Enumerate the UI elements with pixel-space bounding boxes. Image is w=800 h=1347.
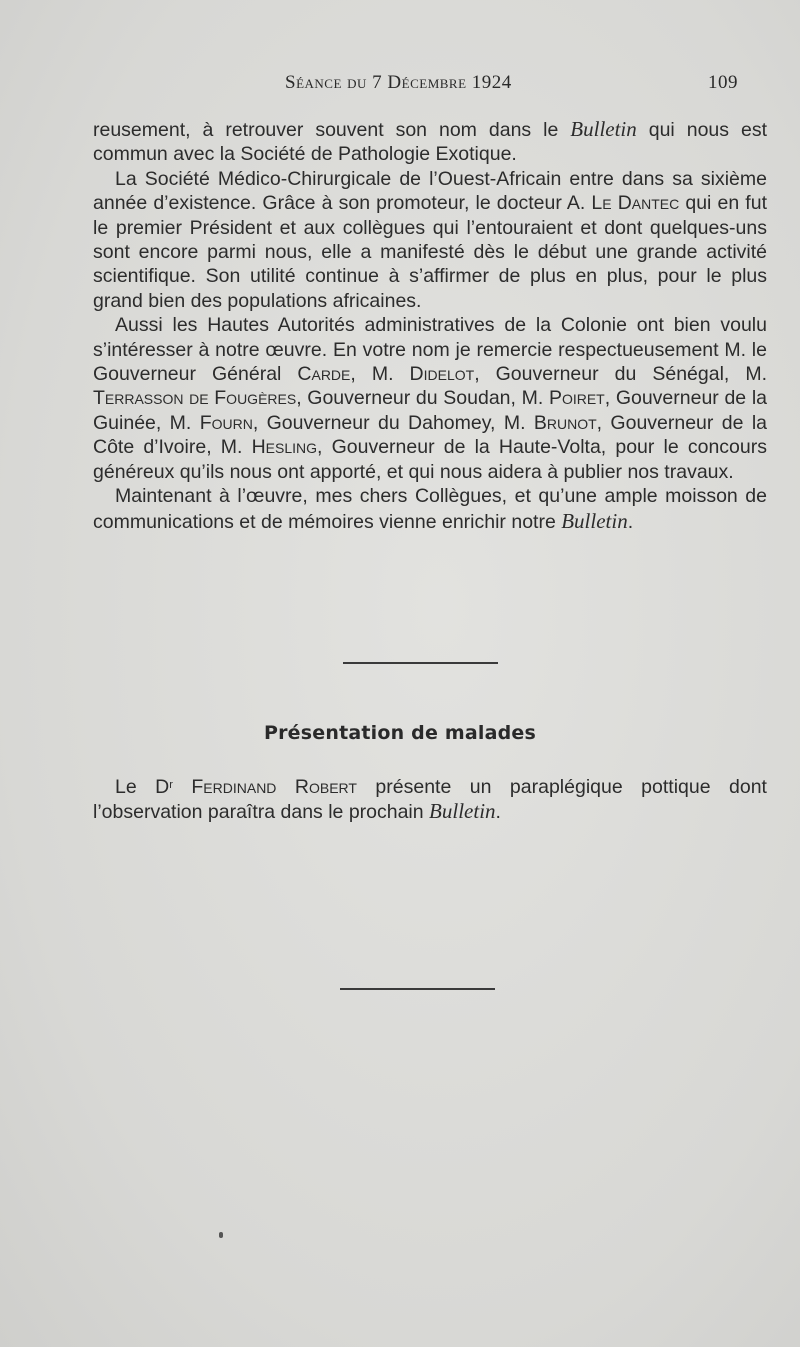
person-name: Ferdinand Robert [191, 776, 357, 798]
superscript: r [169, 779, 173, 791]
text-run: reusement, à retrouver souvent son nom dans le [93, 119, 559, 141]
text-run: , Gouverneur de la Haute-Volta, pour le concours généreux qu’ils nous ont apporté, et qui nous aidera à publier nos travaux. [93, 436, 767, 483]
text-run: Le D [115, 776, 170, 798]
text-run: , Gouverneur du Soudan, M. [296, 387, 549, 410]
page-number: 109 [708, 72, 738, 93]
person-name: Terrasson de Fougères [93, 387, 297, 410]
text-run: qui en fut le premier Président et aux collègues qui l’entouraient et dont quelques-uns sont encore parmi nous, elle a manifesté dès le début une grande activité scientifique. Son utilité continue à s’affirmer de plus en plus, pour le plus grand bien des populations africaines. [93, 192, 767, 312]
italic-run: Bulletin [561, 508, 628, 533]
text-run: , M. [350, 363, 410, 386]
paragraph-3 [93, 313, 767, 484]
text-run: . [627, 510, 634, 533]
section-heading: Présentation de malades [263, 722, 537, 744]
text-run: , Gouverneur de la Côte d’Ivoire, M. [93, 411, 768, 459]
text-run: , Gouverneur du Dahomey, M. [252, 411, 534, 434]
paragraph-2 [93, 167, 767, 313]
paragraph-1 [93, 117, 767, 167]
italic-run: Bulletin [429, 799, 496, 824]
text-run: . [495, 801, 501, 824]
section-divider [343, 662, 498, 664]
main-text [93, 117, 767, 534]
italic-run: Bulletin [570, 117, 637, 141]
end-divider [340, 988, 495, 990]
text-run: , Gouverneur du Sénégal, M. [474, 363, 768, 386]
person-name: Le Dantec [591, 192, 680, 215]
text-run: La Société Médico-Chirurgicale de l’Ouest-Africain entre dans sa sixième année d’existence. Grâce à son promoteur, le docteur A. [93, 167, 767, 215]
text-run: qui nous est commun avec la Société de Pathologie Exotique. [93, 119, 767, 166]
ink-speck [219, 1232, 223, 1238]
person-name: Hesling [251, 436, 318, 459]
text-run: Aussi les Hautes Autorités administratives de la Colonie ont bien voulu s’intéresser à notre œuvre. En votre nom je remercie respectueusement M. le Gouverneur Général [93, 314, 767, 386]
text-run: Maintenant à l’œuvre, mes chers Collègues, et qu’une ample moisson de communications et de mémoires vienne enrichir notre [93, 485, 767, 533]
text-run: , Gouverneur de la Guinée, M. [93, 387, 767, 434]
paragraph-4 [93, 484, 767, 534]
section-paragraph [93, 775, 767, 825]
person-name: Poiret [548, 387, 605, 410]
person-name: Carde [297, 363, 351, 386]
person-name: Fourn [199, 411, 253, 434]
running-header [95, 72, 740, 100]
section-text [93, 775, 767, 825]
text-run: présente un paraplégique pottique dont l’observation paraîtra dans le prochain [93, 776, 767, 824]
person-name: Didelot [409, 363, 475, 386]
header-title: Séance du 7 Décembre 1924 [285, 72, 512, 93]
person-name: Brunot [533, 411, 597, 434]
